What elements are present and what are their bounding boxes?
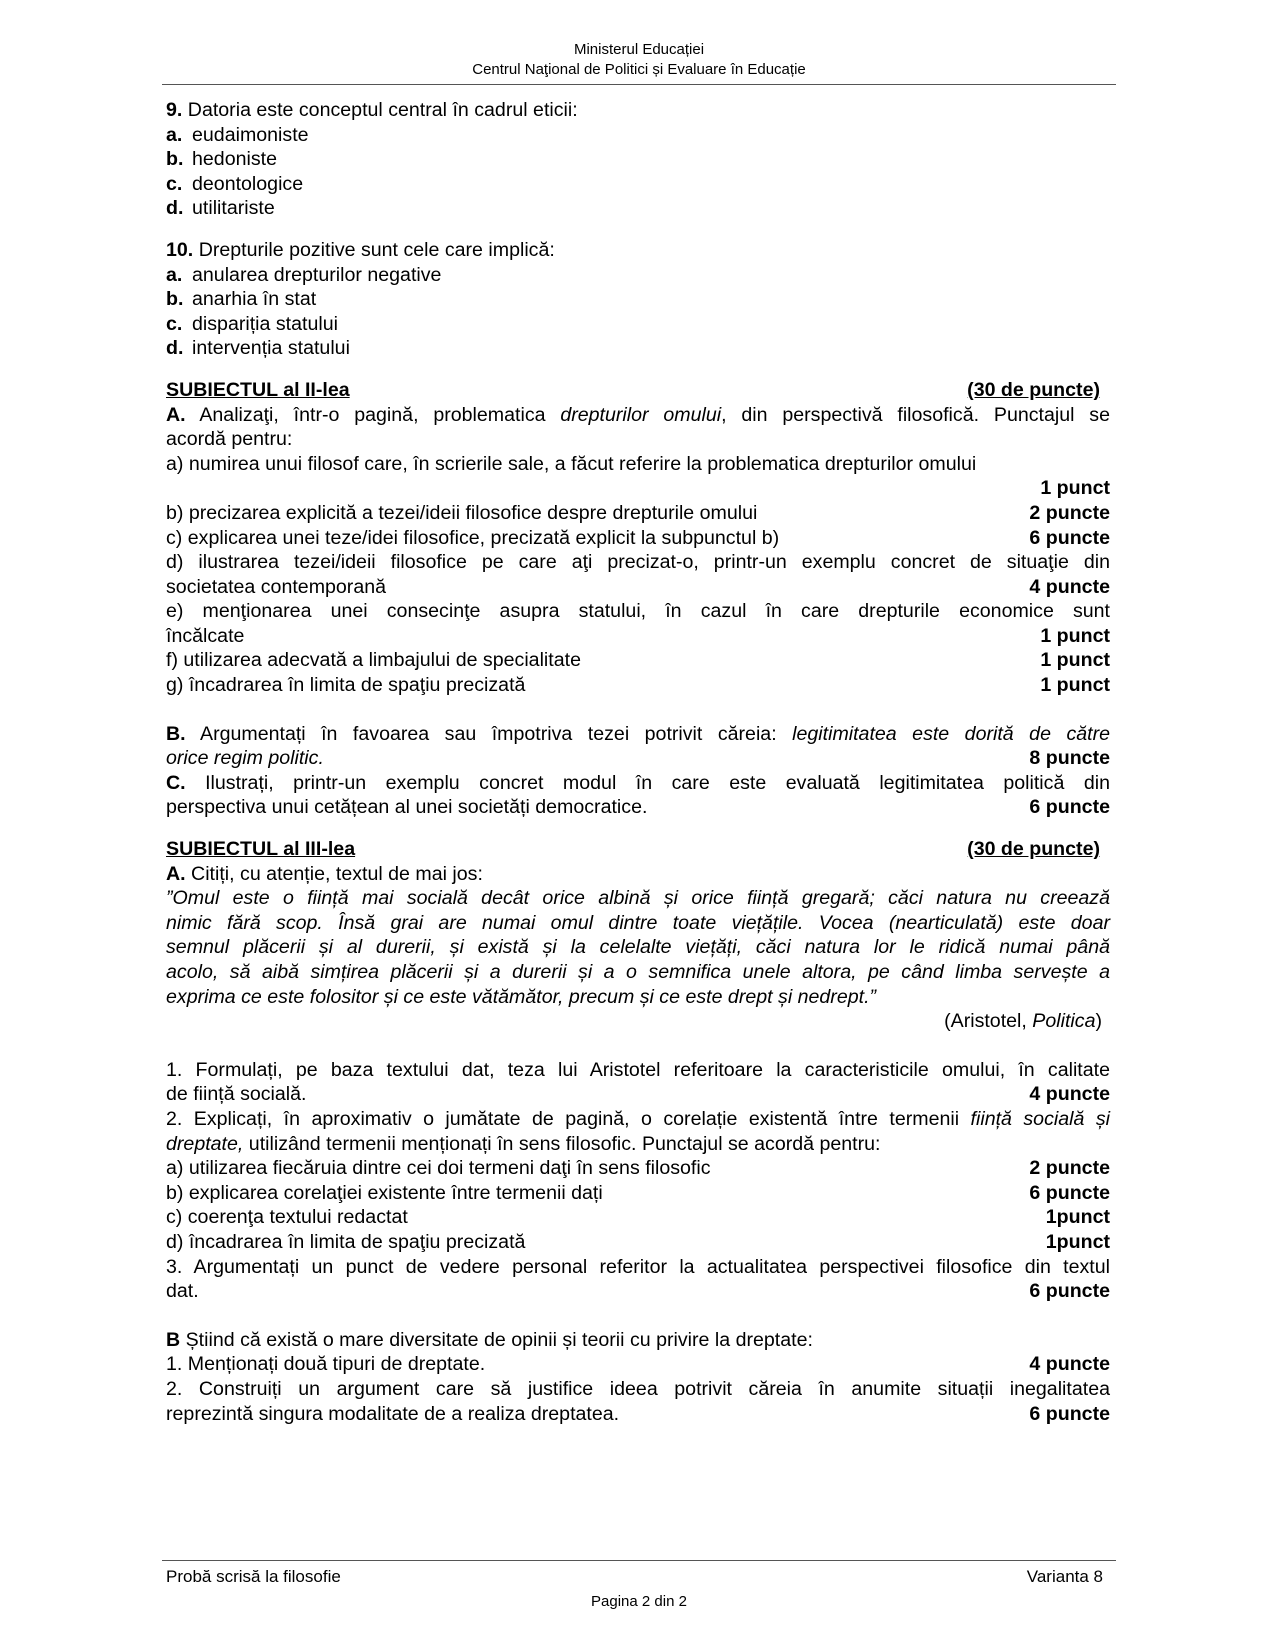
s3-a-q2-criterion-d <box>166 1230 1110 1255</box>
item-text: dat. <box>166 1280 199 1303</box>
s2-c-line2 <box>166 795 1110 820</box>
item-text: utilizând termenii menționați în sens filosofic. Punctajul se acordă pentru: <box>248 1132 881 1155</box>
item-label: B <box>166 1328 181 1351</box>
question-number: 9. <box>166 99 183 121</box>
s3-a-q3-line1: 3. Argumentați un punct de vedere personal referitor la actualitatea perspectivei filosofice din textul <box>166 1255 1110 1278</box>
item-text: Argumentați în favoarea sau împotriva tezei potrivit căreia: <box>200 722 777 745</box>
s2-b-line1 <box>166 722 1110 747</box>
criterion-points: 2 puncte <box>1029 1157 1110 1180</box>
header-ministry: Ministerul Educației <box>573 41 705 58</box>
question-10 <box>166 238 1110 263</box>
s2-a-criterion-a-points: 1 punct <box>1040 477 1110 500</box>
s2-a-intro-line1 <box>166 403 1110 428</box>
q9-option-d <box>166 196 1110 221</box>
criterion-text: a) utilizarea fiecăruia dintre cei doi termeni daţi în sens filosofic <box>166 1157 711 1180</box>
intro-text: , din perspectivă filosofică. Punctajul se <box>721 403 1110 426</box>
item-text: Ilustrați, printr-un exemplu concret modul în care este evaluată legitimitatea politică din <box>205 771 1110 794</box>
criterion-points: 1punct <box>1045 1206 1110 1229</box>
option-text: anularea drepturilor negative <box>192 263 442 286</box>
item-label: A. <box>166 403 186 426</box>
subject-points: (30 de puncte) <box>967 838 1100 861</box>
option-text: anarhia în stat <box>192 288 317 311</box>
exam-content <box>166 98 1110 1426</box>
s2-a-criterion-b <box>166 501 1110 526</box>
s3-a-q2-line2 <box>166 1132 1110 1157</box>
item-text: perspectiva unui cetățean al unei societăți democratice. <box>166 796 648 819</box>
s2-a-criterion-d-line2 <box>166 575 1110 600</box>
s2-b-line2 <box>166 746 1110 771</box>
s2-a-criterion-c <box>166 526 1110 551</box>
criterion-points: 2 puncte <box>1029 501 1110 524</box>
item-label: B. <box>166 722 186 745</box>
criterion-text: b) precizarea explicită a tezei/ideii filosofice despre drepturile omului <box>166 501 758 524</box>
s2-a-criterion-e-line2 <box>166 624 1110 649</box>
s3-a-q3-line2 <box>166 1279 1110 1304</box>
question-text: Datoria este conceptul central în cadrul eticii: <box>187 99 578 121</box>
intro-emphasis: drepturilor omului <box>560 403 722 426</box>
quote-source <box>166 1009 1110 1034</box>
item-text: reprezintă singura modalitate de a realiza dreptatea. <box>166 1402 620 1425</box>
option-letter: d. <box>166 337 184 360</box>
source-paren: ) <box>1095 1010 1102 1033</box>
question-text: Drepturile pozitive sunt cele care implică: <box>198 238 555 261</box>
option-text: intervenția statului <box>192 337 350 360</box>
source-author: (Aristotel, <box>944 1010 1027 1033</box>
option-letter: a. <box>166 263 183 286</box>
s2-a-intro-line2: acordă pentru: <box>166 428 293 451</box>
page-header <box>162 40 1116 80</box>
term-text: ființă socială și <box>970 1107 1110 1130</box>
option-text: utilitariste <box>192 197 275 220</box>
s2-c-line1 <box>166 771 1110 796</box>
footer-variant: Varianta 8 <box>1026 1567 1103 1586</box>
question-9 <box>166 98 1110 123</box>
criterion-text: c) explicarea unei teze/idei filosofice, precizată explicit la subpunctul b) <box>166 526 780 549</box>
s3-a-q2-line1 <box>166 1107 1110 1132</box>
s3-b-q2-line2 <box>166 1402 1110 1427</box>
subject-3-heading <box>166 837 1100 862</box>
q10-option-a <box>166 263 1110 288</box>
s3-a-q2-criterion-b <box>166 1181 1110 1206</box>
option-letter: d. <box>166 197 184 220</box>
quote-line: ”Omul este o ființă mai socială decât orice albină și orice ființă gregară; căci natura nu creează <box>166 887 1110 910</box>
quote-line: semnul plăcerii și al durerii, și există și la celelalte viețăți, căci natura lor le ridică numai până <box>166 936 1110 959</box>
criterion-text: încălcate <box>166 624 245 647</box>
criterion-text: d) încadrarea în limita de spaţiu precizată <box>166 1230 526 1253</box>
item-text: Știind că există o mare diversitate de opinii și teorii cu privire la dreptate: <box>185 1328 813 1351</box>
header-divider <box>162 84 1116 85</box>
s2-a-criterion-f <box>166 648 1110 673</box>
footer-divider <box>162 1560 1116 1561</box>
criterion-points: 6 puncte <box>1029 1181 1110 1204</box>
s3-a-intro <box>166 862 1110 887</box>
thesis-text: legitimitatea este dorită de către <box>792 722 1110 745</box>
s2-a-criterion-d-line1: d) ilustrarea tezei/ideii filosofice pe care aţi precizat-o, printr-un exemplu concret de situaţie din <box>166 551 1110 574</box>
item-text: Citiți, cu atenție, textul de mai jos: <box>191 862 483 885</box>
option-text: hedoniste <box>192 148 277 171</box>
item-label: C. <box>166 771 186 794</box>
option-letter: b. <box>166 288 184 311</box>
thesis-text: orice regim politic. <box>166 747 324 770</box>
s3-a-q2-criterion-c <box>166 1205 1110 1230</box>
option-letter: c. <box>166 312 183 335</box>
subject-points: (30 de puncte) <box>967 378 1100 401</box>
term-text: dreptate, <box>166 1132 244 1155</box>
s3-a-q1-line2 <box>166 1082 1110 1107</box>
q10-option-b <box>166 287 1110 312</box>
s3-a-q1-line1: 1. Formulați, pe baza textului dat, teza lui Aristotel referitoare la caracteristicile omului, în calitate <box>166 1058 1110 1081</box>
quote-line: exprima ce este folositor și ce este vătămător, precum și ce este drept și nedrept.” <box>166 985 877 1008</box>
subject-title: SUBIECTUL al II-lea <box>166 378 350 401</box>
q9-option-c <box>166 172 1110 197</box>
criterion-text: b) explicarea corelaţiei existente între termenii dați <box>166 1181 603 1204</box>
criterion-text: c) coerenţa textului redactat <box>166 1206 408 1229</box>
item-points: 6 puncte <box>1029 1402 1110 1425</box>
s3-b-q1 <box>166 1352 1110 1377</box>
header-center: Centrul Naţional de Politici și Evaluare în Educație <box>472 61 806 78</box>
s3-a-q2-criterion-a <box>166 1156 1110 1181</box>
criterion-points: 6 puncte <box>1029 526 1110 549</box>
s2-a-criterion-g <box>166 673 1110 698</box>
footer-exam-name: Probă scrisă la filosofie <box>166 1567 341 1586</box>
item-text: 2. Explicați, în aproximativ o jumătate de pagină, o corelație existentă între termenii <box>166 1107 960 1130</box>
q10-option-c <box>166 312 1110 337</box>
subject-2-heading <box>166 378 1100 403</box>
quote-line: acolo, să aibă simțirea plăcerii și a durerii și a o semnifica unele altora, pe când limba servește a <box>166 961 1110 983</box>
item-label: A. <box>166 862 186 885</box>
criterion-points: 1 punct <box>1040 624 1110 647</box>
option-letter: b. <box>166 148 184 171</box>
option-letter: a. <box>166 123 183 146</box>
question-number: 10. <box>166 238 194 261</box>
criterion-points: 1 punct <box>1040 674 1110 697</box>
item-text: de ființă socială. <box>166 1083 307 1106</box>
item-points: 6 puncte <box>1029 796 1110 819</box>
criterion-text: societatea contemporană <box>166 575 387 598</box>
criterion-points: 1punct <box>1045 1230 1110 1253</box>
item-points: 4 puncte <box>1029 1353 1110 1376</box>
option-text: deontologice <box>192 172 304 195</box>
s2-a-criterion-e-line1: e) menţionarea unei consecinţe asupra statului, în cazul în care drepturile economice sunt <box>166 600 1110 623</box>
q10-option-d <box>166 336 1110 361</box>
s3-b-intro <box>166 1328 1110 1353</box>
item-points: 6 puncte <box>1029 1280 1110 1303</box>
criterion-points: 4 puncte <box>1029 575 1110 598</box>
criterion-text: g) încadrarea în limita de spaţiu precizată <box>166 674 526 697</box>
source-title: Politica <box>1032 1010 1096 1033</box>
option-letter: c. <box>166 172 183 195</box>
item-text: 1. Menționați două tipuri de dreptate. <box>166 1353 486 1376</box>
quote-line: nimic fără scop. Însă grai are numai omul dintre toate viețățile. Vocea (nearticulată) este doar <box>166 911 1110 934</box>
intro-text: Analizaţi, într-o pagină, problematica <box>199 403 546 426</box>
q9-option-a <box>166 123 1110 148</box>
item-points: 4 puncte <box>1029 1083 1110 1106</box>
criterion-points: 1 punct <box>1040 649 1110 672</box>
option-text: dispariția statului <box>192 312 338 335</box>
q9-option-b <box>166 147 1110 172</box>
s3-b-q2-line1: 2. Construiți un argument care să justifice ideea potrivit căreia în anumite situații inegalitatea <box>166 1377 1110 1400</box>
footer-page-number: Pagina 2 din 2 <box>591 1593 687 1610</box>
subject-title: SUBIECTUL al III-lea <box>166 838 356 861</box>
option-text: eudaimoniste <box>192 123 309 146</box>
s2-a-criterion-a: a) numirea unui filosof care, în scrierile sale, a făcut referire la problematica drepturilor omului <box>166 452 977 475</box>
item-points: 8 puncte <box>1029 747 1110 770</box>
criterion-text: f) utilizarea adecvată a limbajului de specialitate <box>166 649 581 672</box>
